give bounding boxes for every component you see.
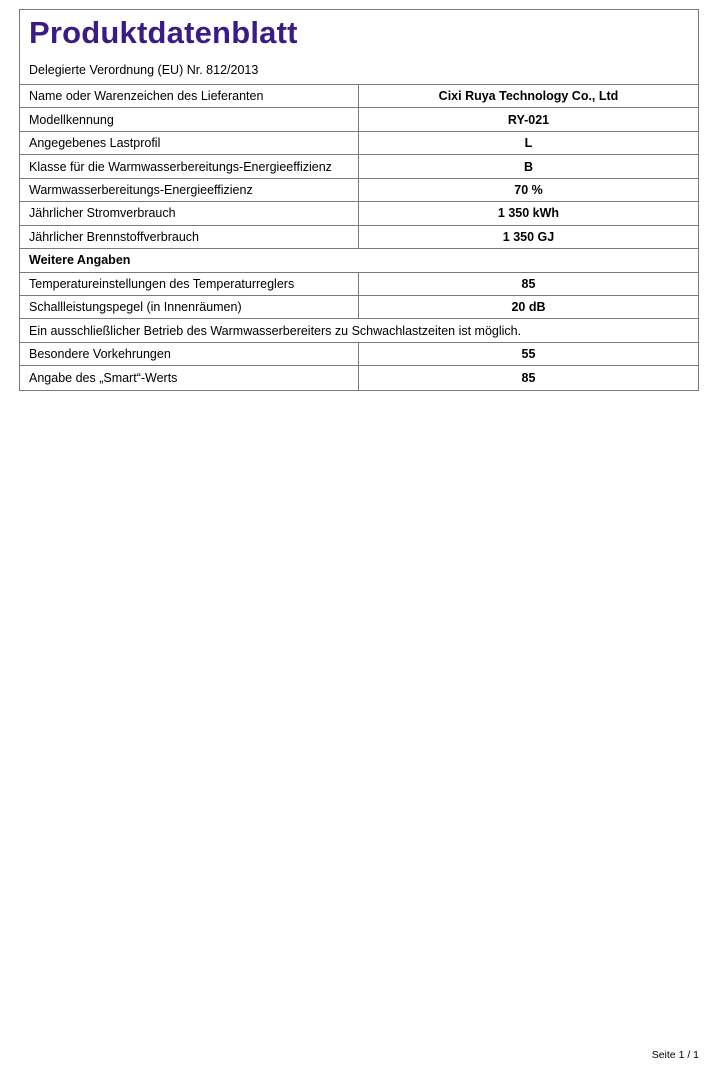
off-peak-note: Ein ausschließlicher Betrieb des Warmwasserbereiters zu Schwachlastzeiten ist möglich. (29, 323, 522, 338)
row-value: 1 350 kWh (497, 206, 560, 221)
table-section-heading (20, 249, 698, 272)
table-row-load-profile (20, 132, 698, 155)
table-row-fuel (20, 226, 698, 249)
table-row-model (20, 108, 698, 131)
row-label: Schallleistungspegel (in Innenräumen) (20, 296, 359, 318)
row-value: B (523, 159, 534, 174)
row-label: Modellkennung (20, 108, 359, 130)
row-label: Jährlicher Brennstoffverbrauch (20, 226, 359, 248)
row-value: 20 dB (511, 300, 546, 315)
row-value: Cixi Ruya Technology Co., Ltd (438, 89, 619, 104)
row-label: Angabe des „Smart“-Werts (20, 366, 359, 389)
row-value: 85 (521, 370, 536, 385)
row-value: 1 350 GJ (502, 229, 555, 244)
row-value: 85 (521, 276, 536, 291)
row-label: Klasse für die Warmwasserbereitungs-Energieeffizienz (20, 155, 359, 177)
table-row-note (20, 319, 698, 342)
sheet-header (20, 10, 698, 85)
row-label: Jährlicher Stromverbrauch (20, 202, 359, 224)
table-row-thermostat (20, 273, 698, 296)
row-label: Temperatureinstellungen des Temperaturreglers (20, 273, 359, 295)
document-title: Produktdatenblatt (29, 15, 298, 50)
row-value: 55 (521, 347, 536, 362)
row-label: Angegebenes Lastprofil (20, 132, 359, 154)
product-data-sheet (19, 9, 699, 391)
row-value: RY-021 (507, 112, 550, 127)
section-heading: Weitere Angaben (29, 253, 131, 268)
table-row-efficiency-class (20, 155, 698, 178)
row-value: L (524, 136, 533, 151)
table-row-smart-value (20, 366, 698, 389)
page-number: Seite 1 / 1 (651, 1049, 699, 1061)
table-row-sound-power (20, 296, 698, 319)
table-row-efficiency (20, 179, 698, 202)
table-row-electricity (20, 202, 698, 225)
row-value: 70 % (514, 182, 543, 197)
row-label: Besondere Vorkehrungen (20, 343, 359, 365)
row-label: Name oder Warenzeichen des Lieferanten (20, 85, 359, 107)
table-row-precautions (20, 343, 698, 366)
regulation-reference: Delegierte Verordnung (EU) Nr. 812/2013 (29, 63, 259, 77)
table-row-supplier (20, 85, 698, 108)
row-label: Warmwasserbereitungs-Energieeffizienz (20, 179, 359, 201)
